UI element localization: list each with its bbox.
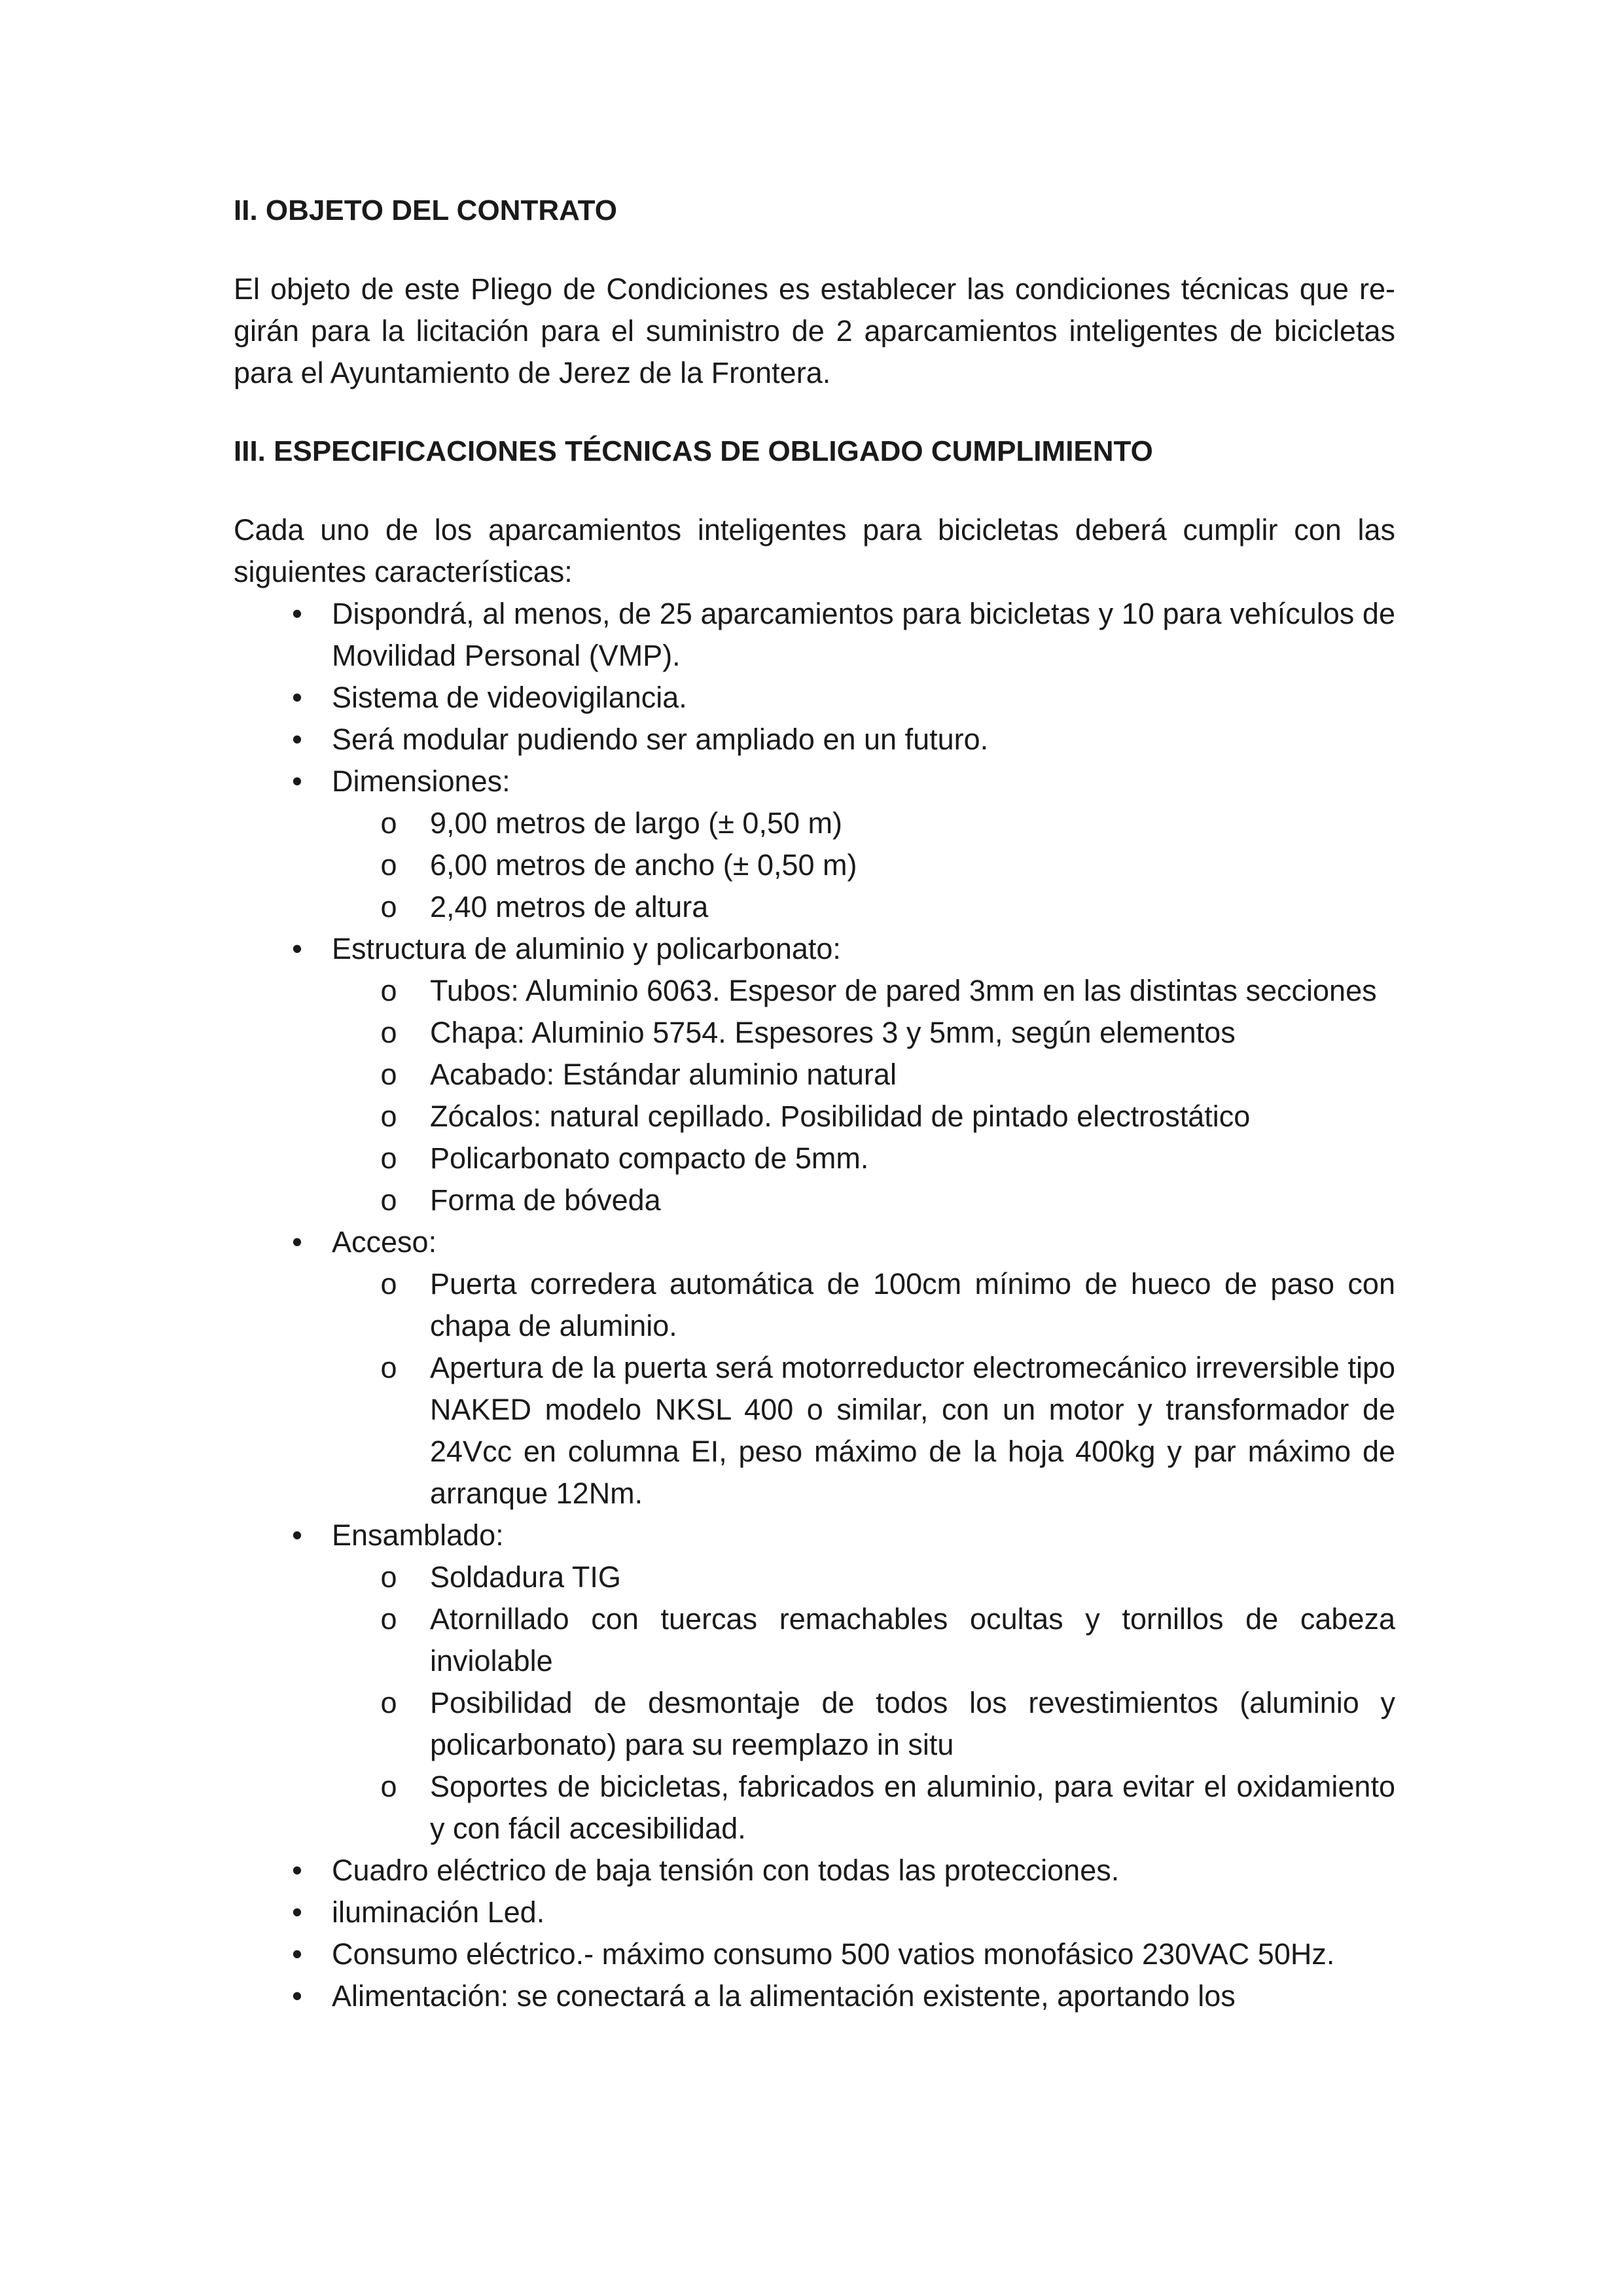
- spec-subitem: [332, 1054, 1395, 1096]
- spec-subitem: [332, 1556, 1395, 1598]
- spec-item-text: Consumo eléctrico.- máximo consumo 500 vatios monofásico 230VAC 50Hz.: [332, 1937, 1335, 1971]
- spec-subitems-list: [332, 1556, 1395, 1850]
- spec-subitem: [332, 1347, 1395, 1515]
- page-content: [234, 190, 1395, 2017]
- sub-bullet-marker: o: [380, 1351, 397, 1384]
- bullet-marker: •: [292, 1518, 302, 1552]
- spec-item: [234, 1515, 1395, 1850]
- sub-bullet-marker: o: [380, 1560, 397, 1594]
- spec-item: [234, 928, 1395, 1221]
- spec-subitem: [332, 1766, 1395, 1850]
- spec-item-text: Será modular pudiendo ser ampliado en un futuro.: [332, 723, 989, 756]
- spec-subitem: [332, 1179, 1395, 1221]
- bullet-marker: •: [292, 681, 302, 714]
- sub-bullet-marker: o: [380, 1183, 397, 1217]
- sub-bullet-marker: o: [380, 1602, 397, 1636]
- spec-subitem: [332, 1138, 1395, 1179]
- spec-item-text: Cuadro eléctrico de baja tensión con todas las protecciones.: [332, 1854, 1120, 1887]
- spec-subitem-text: Posibilidad de desmontaje de todos los revestimientos (aluminio y policarbonato) para su reemplazo in situ: [430, 1686, 1395, 1761]
- sub-bullet-marker: o: [380, 890, 397, 924]
- spec-item-text: Estructura de aluminio y policarbonato:: [332, 932, 841, 965]
- spec-item: [234, 1933, 1395, 1975]
- spec-subitem: [332, 1263, 1395, 1347]
- spec-subitem-text: Chapa: Aluminio 5754. Espesores 3 y 5mm, según elementos: [430, 1016, 1236, 1049]
- spec-subitems-list: [332, 970, 1395, 1221]
- spec-item-text: Dimensiones:: [332, 764, 510, 798]
- spec-subitem-text: Tubos: Aluminio 6063. Espesor de pared 3mm en las distintas secciones: [430, 974, 1377, 1007]
- bullet-marker: •: [292, 1937, 302, 1971]
- spec-subitem-text: 9,00 metros de largo (± 0,50 m): [430, 806, 842, 840]
- spec-item-text: iluminación Led.: [332, 1895, 545, 1929]
- spec-subitem-text: Acabado: Estándar aluminio natural: [430, 1058, 897, 1091]
- spec-subitems-list: [332, 802, 1395, 928]
- bullet-marker: •: [292, 1979, 302, 2013]
- spec-subitem: [332, 1012, 1395, 1054]
- sub-bullet-marker: o: [380, 848, 397, 882]
- spec-item-text: Dispondrá, al menos, de 25 aparcamientos para bicicletas y 10 para vehículos de Movilidad Personal (VMP).: [332, 597, 1395, 672]
- sub-bullet-marker: o: [380, 1686, 397, 1719]
- sub-bullet-marker: o: [380, 1100, 397, 1133]
- spec-item: [234, 1892, 1395, 1933]
- spec-item-text: Ensamblado:: [332, 1518, 504, 1552]
- spec-subitem: [332, 1682, 1395, 1766]
- spec-subitem-text: Soportes de bicicletas, fabricados en aluminio, para evitar el oxidamiento y con fácil accesibilidad.: [430, 1770, 1395, 1845]
- spec-item: [234, 593, 1395, 677]
- spec-item: [234, 719, 1395, 761]
- sub-bullet-marker: o: [380, 806, 397, 840]
- section-2-paragraph: El objeto de este Pliego de Condiciones es establecer las condiciones técnicas que re-girán para la licitación para el suministro de 2 aparcamientos inteligentes de bicicletas para el Ayuntamiento de Jerez de la Frontera.: [234, 272, 1395, 389]
- spec-item: [234, 1221, 1395, 1515]
- spec-subitem: [332, 970, 1395, 1012]
- spec-subitem-text: 6,00 metros de ancho (± 0,50 m): [430, 848, 857, 882]
- spec-item-text: Alimentación: se conectará a la alimentación existente, aportando los: [332, 1979, 1236, 2013]
- sub-bullet-marker: o: [380, 1770, 397, 1803]
- bullet-marker: •: [292, 1225, 302, 1259]
- bullet-marker: •: [292, 597, 302, 630]
- bullet-marker: •: [292, 723, 302, 756]
- spec-subitem-text: Apertura de la puerta será motorreductor electromecánico irreversible tipo NAKED modelo NKSL 400 o similar, con un motor y transformador de 24Vcc en columna EI, peso máximo de la hoja 400kg y par máximo de arranque 12Nm.: [430, 1351, 1395, 1510]
- spec-subitem-text: Atornillado con tuercas remachables ocultas y tornillos de cabeza inviolable: [430, 1602, 1395, 1677]
- sub-bullet-marker: o: [380, 1267, 397, 1300]
- spec-subitem-text: Policarbonato compacto de 5mm.: [430, 1141, 869, 1175]
- spec-item: [234, 677, 1395, 719]
- sub-bullet-marker: o: [380, 974, 397, 1007]
- bullet-marker: •: [292, 764, 302, 798]
- spec-item-text: Sistema de videovigilancia.: [332, 681, 687, 714]
- bullet-marker: •: [292, 1895, 302, 1929]
- sub-bullet-marker: o: [380, 1016, 397, 1049]
- spec-subitem: [332, 1598, 1395, 1682]
- section-3-title: III. ESPECIFICACIONES TÉCNICAS DE OBLIGADO CUMPLIMIENTO: [234, 435, 1153, 467]
- spec-subitem-text: Forma de bóveda: [430, 1183, 661, 1217]
- spec-subitem: [332, 886, 1395, 928]
- spec-item: [234, 1850, 1395, 1892]
- spec-subitem-text: Zócalos: natural cepillado. Posibilidad de pintado electrostático: [430, 1100, 1251, 1133]
- sub-bullet-marker: o: [380, 1141, 397, 1175]
- sub-bullet-marker: o: [380, 1058, 397, 1091]
- section-3-intro: Cada uno de los aparcamientos inteligentes para bicicletas deberá cumplir con las siguientes características:: [234, 513, 1395, 588]
- spec-subitems-list: [332, 1263, 1395, 1515]
- spec-item: [234, 1975, 1395, 2017]
- section-2-title: II. OBJETO DEL CONTRATO: [234, 194, 617, 226]
- spec-subitem: [332, 802, 1395, 844]
- bullet-marker: •: [292, 932, 302, 965]
- bullet-marker: •: [292, 1854, 302, 1887]
- spec-subitem-text: Puerta corredera automática de 100cm mínimo de hueco de paso con chapa de aluminio.: [430, 1267, 1395, 1342]
- spec-item-text: Acceso:: [332, 1225, 437, 1259]
- spec-subitem-text: 2,40 metros de altura: [430, 890, 709, 924]
- specifications-list: [234, 593, 1395, 2017]
- spec-subitem-text: Soldadura TIG: [430, 1560, 621, 1594]
- spec-subitem: [332, 844, 1395, 886]
- spec-item: [234, 761, 1395, 928]
- spec-subitem: [332, 1096, 1395, 1138]
